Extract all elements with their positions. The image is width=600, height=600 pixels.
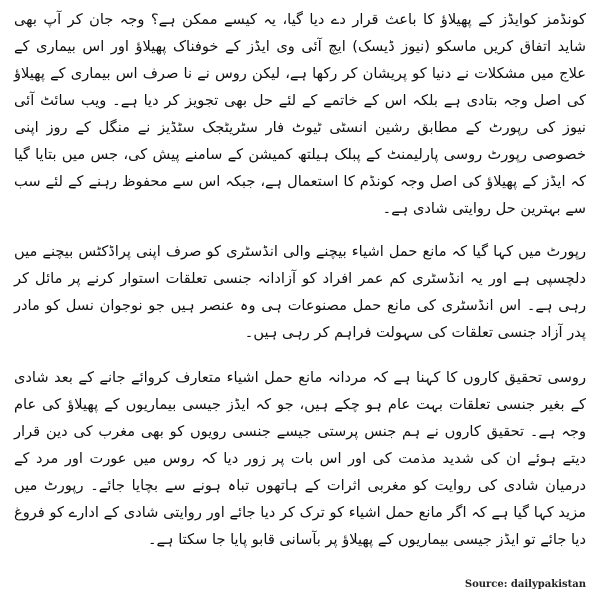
article-paragraph-1: کونڈمز کوایڈز کے پھیلاؤ کا باعث قرار دے دیا گیا، یہ کیسے ممکن ہے؟ وجہ جان کر آپ بھی شاید اتفاق کریں ماسکو (نیوز ڈیسک) ایچ آئی وی ایڈز کے خوفناک پھیلاؤ اور اس بیماری کے علاج میں مشکلات نے دنیا کو پریشان کر رکھا ہے، لیکن روس نے نا صرف اس بیماری کے پھیلاؤ کی اصل وجہ بتادی ہے بلکہ اس کے خاتمے کے لئے حل بھی تجویز کر دیا ہے۔ ویب سائٹ آئی نیوز کی رپورٹ کے مطابق رشین انسٹی ٹیوٹ فار سٹریٹجک سٹڈیز نے منگل کے روز اپنی خصوصی رپورٹ روسی پارلیمنٹ کے پبلک ہیلتھ کمیشن کے سامنے پیش کی، جس میں بتایا گیا کہ ایڈز کے پھیلاؤ کی اصل وجہ کونڈم کا استعمال ہے، جبکہ اس سے محفوظ رہنے کے لئے سب سے بہترین حل روایتی شادی ہے۔ — [14, 11, 586, 217]
article-paragraph-2: رپورٹ میں کہا گیا کہ مانع حمل اشیاء بیچنے والی انڈسٹری کو صرف اپنی پراڈکٹس بیچنے میں دلچسپی ہے اور یہ انڈسٹری کم عمر افراد کو آزادانہ جنسی تعلقات استوار کرنے پر مائل کر رہی ہے۔ اس انڈسٹری کی مانع حمل مصنوعات ہی وہ عنصر ہیں جو نوجوان نسل کو مادر پدر آزاد جنسی تعلقات کی سہولت فراہم کر رہی ہیں۔ — [14, 243, 586, 341]
article-paragraph-3: روسی تحقیق کاروں کا کہنا ہے کہ مردانہ مانع حمل اشیاء متعارف کروائے جانے کے بعد شادی کے بغیر جنسی تعلقات بہت عام ہو چکے ہیں، جو کہ ایڈز جیسی بیماریوں کے پھیلاؤ کی عام وجہ ہے۔ تحقیق کاروں نے ہم جنس پرستی جیسے جنسی رویوں کو بھی مغرب کی دین قرار دیتے ہوئے ان کی شدید مذمت کی اور اس بات پر زور دیا کہ روس میں عورت اور مرد کے درمیان شادی کی روایت کو مغربی اثرات کے ہاتھوں تباہ ہونے سے بچایا جائے۔ رپورٹ میں مزید کہا گیا ہے کہ اگر مانع حمل اشیاء کو ترک کر دیا جائے اور روایتی شادی کے ادارے کو فروغ دیا جائے تو ایڈز جیسی بیماریوں کے پھیلاؤ پر بآسانی قابو پایا جا سکتا ہے۔ — [14, 369, 586, 548]
article-body — [14, 6, 586, 571]
source-credit: Source: dailypakistan — [464, 579, 586, 590]
